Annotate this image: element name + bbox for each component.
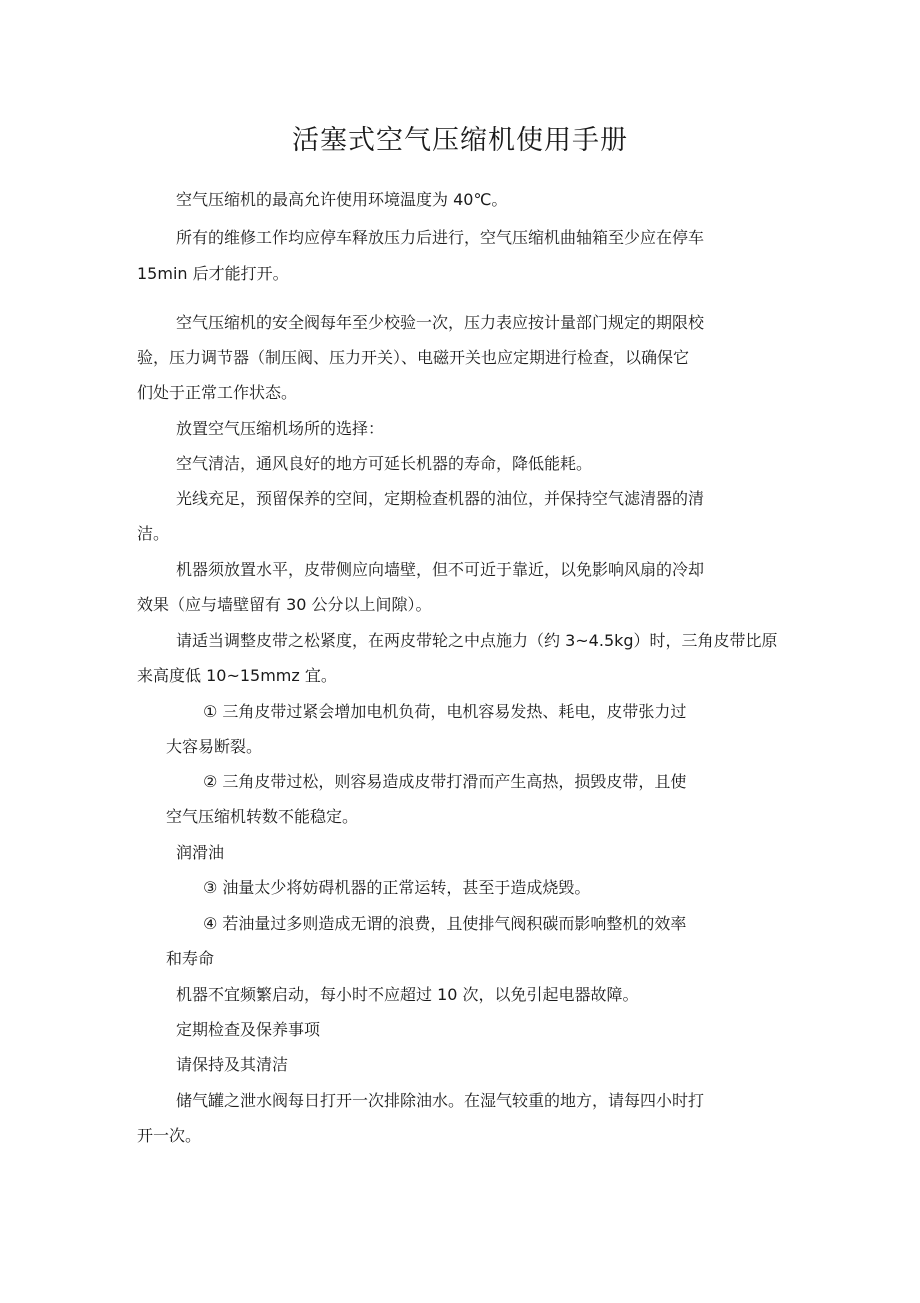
list-item: ① 三角皮带过紧会增加电机负荷，电机容易发热、耗电，皮带张力过 [203,702,687,721]
text-line: 15min 后才能打开。 [137,264,289,283]
text-line: 开一次。 [137,1126,202,1145]
text-line: 来高度低 10~15mmz 宜。 [137,666,337,685]
list-item: ③ 油量太少将妨碍机器的正常运转，甚至于造成烧毁。 [203,878,591,897]
document-title: 活塞式空气压缩机使用手册 [292,125,628,156]
text-line: 空气压缩机的安全阀每年至少校验一次，压力表应按计量部门规定的期限校 [176,313,705,332]
text-line: 请适当调整皮带之松紧度，在两皮带轮之中点施力（约 3~4.5kg）时，三角皮带比原 [176,631,778,650]
text-line: 验，压力调节器（制压阀、压力开关）、电磁开关也应定期进行检查，以确保它 [137,348,690,367]
text-line: 所有的维修工作均应停车释放压力后进行，空气压缩机曲轴箱至少应在停车 [176,228,705,247]
section-heading: 定期检查及保养事项 [176,1020,321,1039]
text-line: 大容易断裂。 [166,737,263,756]
list-item: ② 三角皮带过松，则容易造成皮带打滑而产生高热，损毁皮带，且使 [203,772,687,791]
text-line: 光线充足，预留保养的空间，定期检查机器的油位，并保持空气滤清器的清 [176,489,705,508]
list-item: ④ 若油量过多则造成无谓的浪费，且使排气阀积碳而影响整机的效率 [203,914,687,933]
text-line: 机器须放置水平，皮带侧应向墙壁，但不可近于靠近，以免影响风扇的冷却 [176,560,705,579]
text-line: 放置空气压缩机场所的选择： [176,419,385,438]
text-line: 空气压缩机转数不能稳定。 [166,807,359,826]
text-line: 储气罐之泄水阀每日打开一次排除油水。在湿气较重的地方，请每四小时打 [176,1091,705,1110]
section-heading: 润滑油 [176,843,225,862]
text-line: 效果（应与墙壁留有 30 公分以上间隙）。 [137,595,432,614]
text-line: 请保持及其清洁 [176,1055,289,1074]
text-line: 和寿命 [166,949,215,968]
text-line: 们处于正常工作状态。 [137,383,298,402]
text-line: 空气压缩机的最高允许使用环境温度为 40℃。 [176,190,508,209]
text-line: 机器不宜频繁启动，每小时不应超过 10 次，以免引起电器故障。 [176,985,639,1004]
text-line: 空气清洁，通风良好的地方可延长机器的寿命，降低能耗。 [176,454,593,473]
text-line: 洁。 [137,524,170,543]
